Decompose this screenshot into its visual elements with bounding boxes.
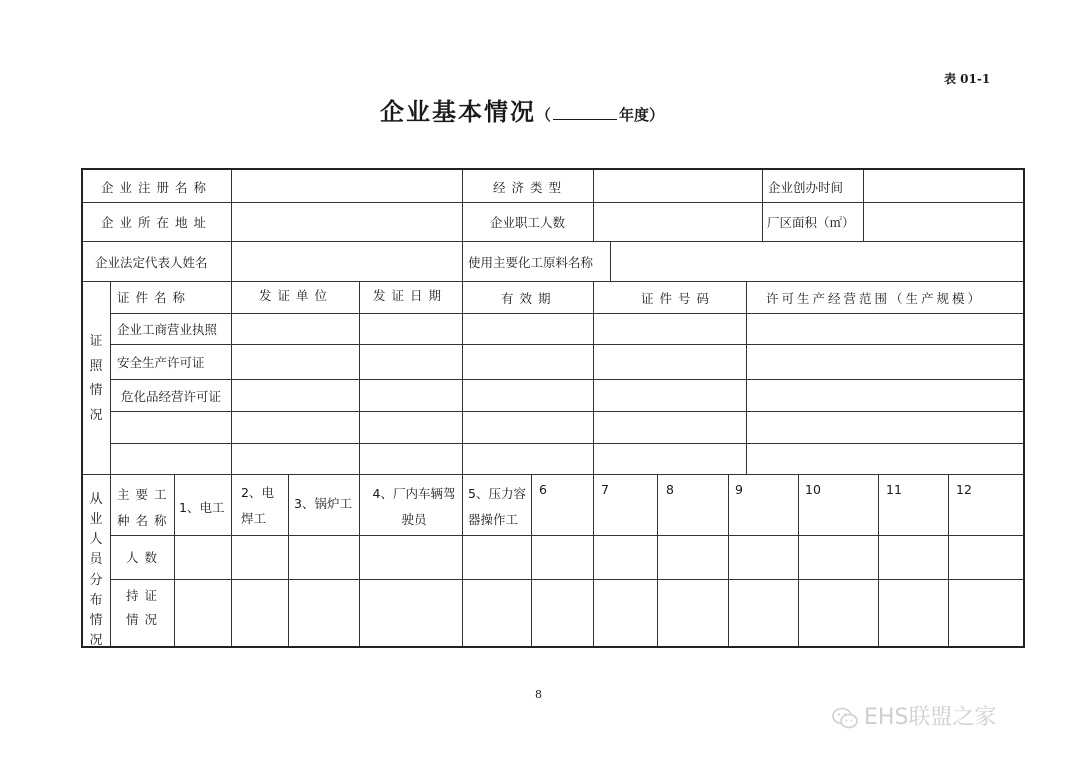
wechat-icon	[832, 707, 858, 729]
license-header-validity: 有效期	[501, 291, 557, 306]
founding-time-field[interactable]	[864, 171, 1022, 201]
job-11: 11	[886, 482, 902, 497]
job-9: 9	[735, 482, 743, 497]
area-field[interactable]	[864, 203, 1022, 240]
license-row-business: 企业工商营业执照	[117, 322, 218, 337]
job-8: 8	[666, 482, 674, 497]
license-section-label: 证照情况	[89, 334, 103, 424]
page-number: 8	[535, 688, 542, 701]
address-field[interactable]	[232, 203, 461, 240]
job-2: 2、电焊工	[241, 485, 274, 526]
year-blank[interactable]	[553, 105, 617, 120]
form-table	[81, 168, 1025, 648]
headcount-label: 人数	[126, 550, 164, 565]
form-code: 表 01-1	[944, 72, 991, 86]
raw-materials-field[interactable]	[611, 242, 1022, 280]
license-header-issuer: 发证单位	[259, 288, 334, 303]
certified-label: 持证情况	[126, 588, 164, 627]
personnel-section-label: 从业人员分布情况	[89, 492, 103, 648]
license-header-issue-date: 发证日期	[373, 288, 448, 303]
registered-name-label: 企业注册名称	[101, 180, 213, 195]
economic-type-label: 经济类型	[493, 180, 568, 195]
title-open-paren: （	[536, 106, 552, 124]
job-5: 5、压力容器操作工	[468, 486, 526, 527]
job-7: 7	[601, 482, 609, 497]
license-header-name: 证件名称	[117, 290, 192, 305]
legal-rep-label: 企业法定代表人姓名	[95, 255, 208, 270]
job-10: 10	[805, 482, 821, 497]
area-label: 厂区面积（㎡）	[767, 215, 855, 230]
employees-field[interactable]	[594, 203, 761, 240]
job-name-label: 主要工种名称	[117, 487, 173, 528]
economic-type-field[interactable]	[594, 171, 761, 201]
license-row-hazchem: 危化品经营许可证	[121, 389, 222, 404]
job-12: 12	[956, 482, 972, 497]
title-text: 企业基本情况	[380, 98, 536, 126]
raw-materials-label: 使用主要化工原料名称	[468, 255, 594, 270]
title-year-suffix: 年度）	[619, 106, 665, 124]
legal-rep-field[interactable]	[232, 242, 461, 280]
page-title	[380, 92, 664, 127]
job-3: 3、锅炉工	[294, 496, 352, 511]
registered-name-field[interactable]	[232, 171, 461, 201]
license-header-number: 证件号码	[641, 291, 716, 306]
license-header-scope: 许可生产经营范围（生产规模）	[766, 291, 984, 306]
watermark-text: EHS联盟之家	[864, 705, 997, 730]
license-row-safety: 安全生产许可证	[117, 355, 205, 370]
job-1: 1、电工	[179, 500, 225, 515]
employees-label: 企业职工人数	[490, 215, 566, 230]
job-6: 6	[539, 482, 547, 497]
license-row-blank[interactable]	[111, 412, 230, 442]
license-row-blank[interactable]	[111, 444, 230, 473]
address-label: 企业所在地址	[101, 215, 213, 230]
job-4: 4、厂内车辆驾驶员	[372, 486, 456, 527]
watermark	[832, 700, 996, 731]
founding-time-label: 企业创办时间	[768, 180, 844, 195]
